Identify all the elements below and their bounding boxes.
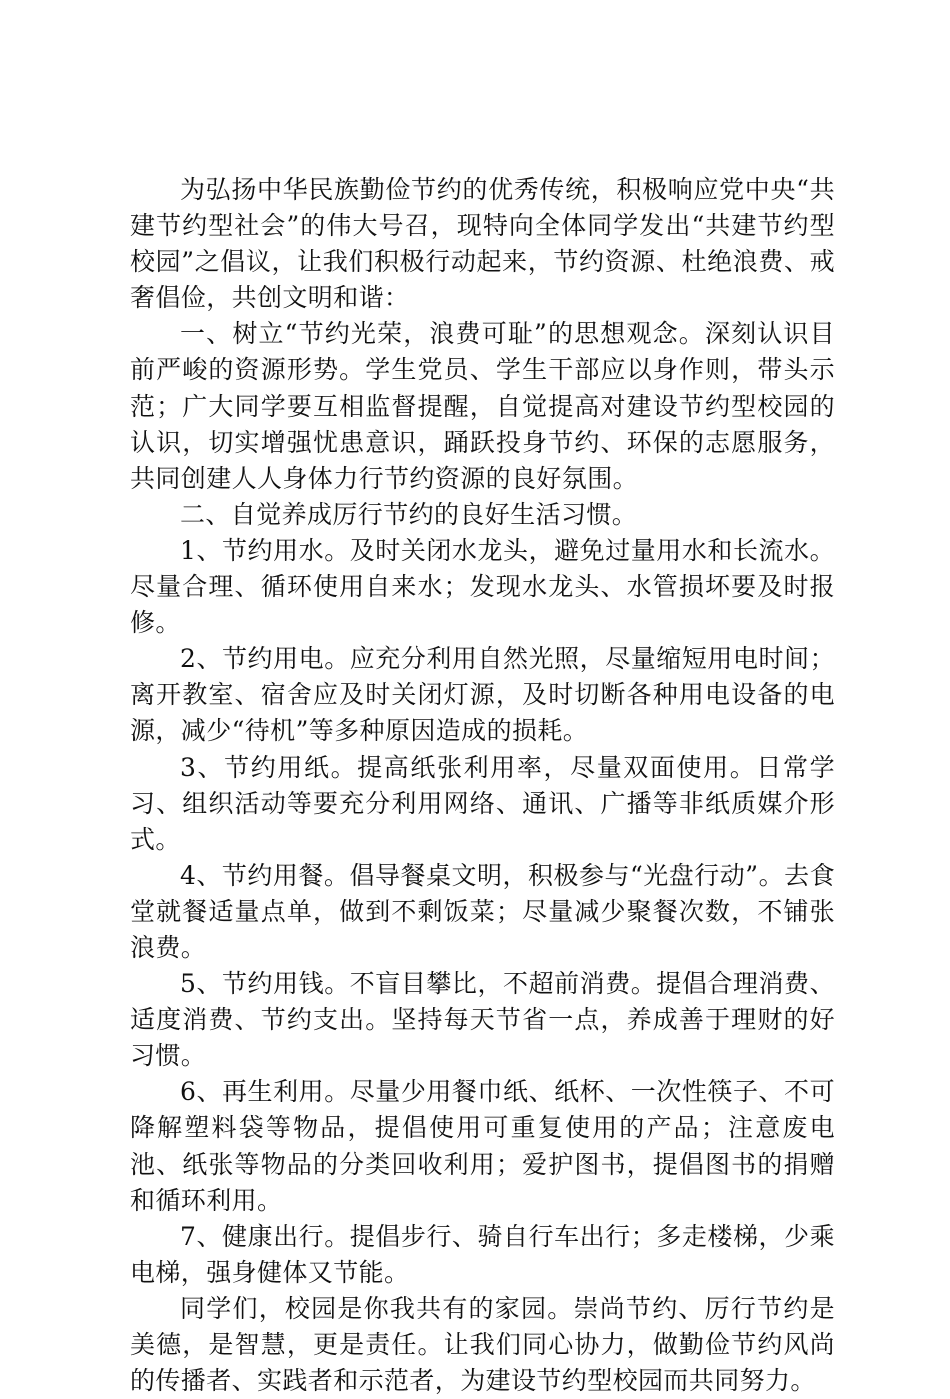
section-two-heading: 二、自觉养成厉行节约的良好生活习惯。 (180, 499, 638, 529)
item-water-paragraph: 1、节约用水。及时关闭水龙头，避免过量用水和长流水。尽量合理、循环使用自来水；发现水龙头、水管损坏要及时报修。 (130, 535, 835, 638)
document-body (130, 172, 835, 1399)
item-recycling-paragraph: 6、再生利用。尽量少用餐巾纸、纸杯、一次性筷子、不可降解塑料袋等物品，提倡使用可重复使用的产品；注意废电池、纸张等物品的分类回收利用；爱护图书，提倡图书的捐赠和循环利用。 (130, 1077, 835, 1215)
item-paper-paragraph: 3、节约用纸。提高纸张利用率，尽量双面使用。日常学习、组织活动等要充分利用网络、通讯、广播等非纸质媒介形式。 (130, 752, 835, 854)
item-money-paragraph: 5、节约用钱。不盲目攀比，不超前消费。提倡合理消费、适度消费、节约支出。坚持每天节省一点，养成善于理财的好习惯。 (130, 969, 835, 1071)
item-travel-paragraph: 7、健康出行。提倡步行、骑自行车出行；多走楼梯，少乘电梯，强身健体又节能。 (130, 1221, 835, 1287)
intro-paragraph: 为弘扬中华民族勤俭节约的优秀传统，积极响应党中央“共建节约型社会”的伟大号召，现特向全体同学发出“共建节约型校园”之倡议，让我们积极行动起来，节约资源、杜绝浪费、戒奢倡俭，共创文明和谐： (130, 175, 835, 313)
closing-paragraph: 同学们，校园是你我共有的家园。崇尚节约、厉行节约是美德，是智慧，更是责任。让我们同心协力，做勤俭节约风尚的传播者、实践者和示范者，为建设节约型校园而共同努力。 (130, 1293, 835, 1396)
section-one-paragraph: 一、树立“节约光荣，浪费可耻”的思想观念。深刻认识目前严峻的资源形势。学生党员、学生干部应以身作则，带头示范；广大同学要互相监督提醒，自觉提高对建设节约型校园的认识，切实增强忧患意识，踊跃投身节约、环保的志愿服务，共同创建人人身体力行节约资源的良好氛围。 (130, 319, 835, 493)
item-meal-paragraph: 4、节约用餐。倡导餐桌文明，积极参与“光盘行动”。去食堂就餐适量点单，做到不剩饭菜；尽量减少聚餐次数，不铺张浪费。 (130, 860, 835, 962)
item-electricity-paragraph: 2、节约用电。应充分利用自然光照，尽量缩短用电时间；离开教室、宿舍应及时关闭灯源，及时切断各种用电设备的电源，减少“待机”等多种原因造成的损耗。 (130, 644, 835, 746)
